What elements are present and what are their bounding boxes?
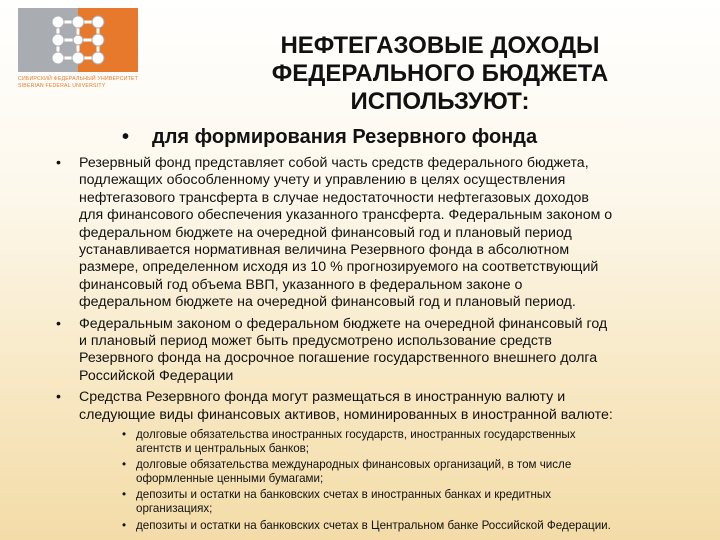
bullet-line: устанавливается нормативная величина Резервного фонда в абсолютном: [79, 242, 570, 259]
bullet-line: финансовый год объема ВВП, указанного в федеральном законе о: [79, 276, 523, 293]
bullet-line: федеральном бюджете на очередной финансовый год и плановый период: [79, 224, 572, 241]
sub-bullet-mark: •: [122, 458, 127, 472]
logo-caption: [18, 76, 142, 90]
sub-bullet-mark: •: [122, 428, 127, 442]
sub-bullet-line: долговые обязательства международных финансовых организаций, в том числе: [136, 458, 572, 472]
sub-bullet-line: организациях;: [136, 502, 213, 516]
logo-caption-ru: СИБИРСКИЙ ФЕДЕРАЛЬНЫЙ УНИВЕРСИТЕТ: [18, 76, 139, 82]
title-line-3: ИСПОЛЬЗУЮТ:: [350, 88, 530, 115]
title-line-1: НЕФТЕГАЗОВЫЕ ДОХОДЫ: [280, 32, 600, 59]
university-logo: [18, 8, 140, 92]
slide-title: [230, 32, 650, 116]
bullet-line: Средства Резервного фонда могут размещаться в иностранную валюту и: [79, 389, 566, 406]
sub-bullet-line: оформленные ценными бумагами;: [136, 471, 324, 485]
bullet-item: [56, 316, 686, 386]
bullet-line: Российской Федерации: [79, 367, 234, 384]
sub-bullet-mark: •: [122, 488, 127, 502]
sub-bullet-item: [122, 458, 686, 485]
bullet-line: Резервный фонд представляет собой часть средств федерального бюджета,: [79, 155, 589, 171]
bullet-line: и плановый период может быть предусмотрено использование средств: [79, 333, 552, 350]
bullet-item: [56, 155, 686, 312]
sub-bullet-line: долговые обязательства иностранных государств, иностранных государственных: [136, 428, 576, 442]
sub-bullet-line: депозиты и остатки на банковских счетах в иностранных банках и кредитных: [136, 488, 551, 502]
bullet-line: федеральном бюджете на очередной финансовый год и плановый период.: [79, 294, 576, 311]
slide-body: [56, 155, 686, 535]
logo-molecule-icon: [18, 8, 138, 72]
sub-bullet-line: депозиты и остатки на банковских счетах в Центральном банке Российской Федерации.: [136, 518, 611, 532]
heading-text: для формирования Резервного фонда: [152, 126, 538, 148]
title-line-2: ФЕДЕРАЛЬНОГО БЮДЖЕТА: [271, 60, 609, 87]
sub-bullet-mark: •: [122, 518, 127, 532]
sub-bullet-item: [122, 519, 686, 533]
logo-caption-en: SIBERIAN FEDERAL UNIVERSITY: [18, 83, 106, 89]
bullet-line: Федеральным законом о федеральном бюджете на очередной финансовый год: [79, 315, 608, 332]
bullet-mark: •: [56, 389, 61, 406]
heading-bullet: •: [122, 126, 130, 148]
bullet-line: для финансового обеспечения указанного трансферта. Федеральным законом о: [79, 207, 613, 224]
section-heading: [122, 124, 682, 150]
sub-bullet-line: агентств и центральных банков;: [136, 441, 310, 455]
bullet-line: Резервного фонда на досрочное погашение государственного внешнего долга: [79, 350, 598, 367]
sub-bullet-item: [122, 488, 686, 515]
bullet-mark: •: [56, 155, 61, 171]
sub-bullet-item: [122, 428, 686, 455]
bullet-line: следующие виды финансовых активов, номинированных в иностранной валюте:: [79, 406, 613, 423]
bullet-line: нефтегазового трансферта в случае недостаточности нефтегазовых доходов: [79, 189, 589, 206]
bullet-line: подлежащих обособленному учету и управлению в целях осуществления: [79, 172, 566, 189]
bullet-item: [56, 389, 686, 424]
bullet-line: размере, определенном исходя из 10 % прогнозируемого на соответствующий: [79, 259, 599, 276]
bullet-mark: •: [56, 315, 61, 332]
